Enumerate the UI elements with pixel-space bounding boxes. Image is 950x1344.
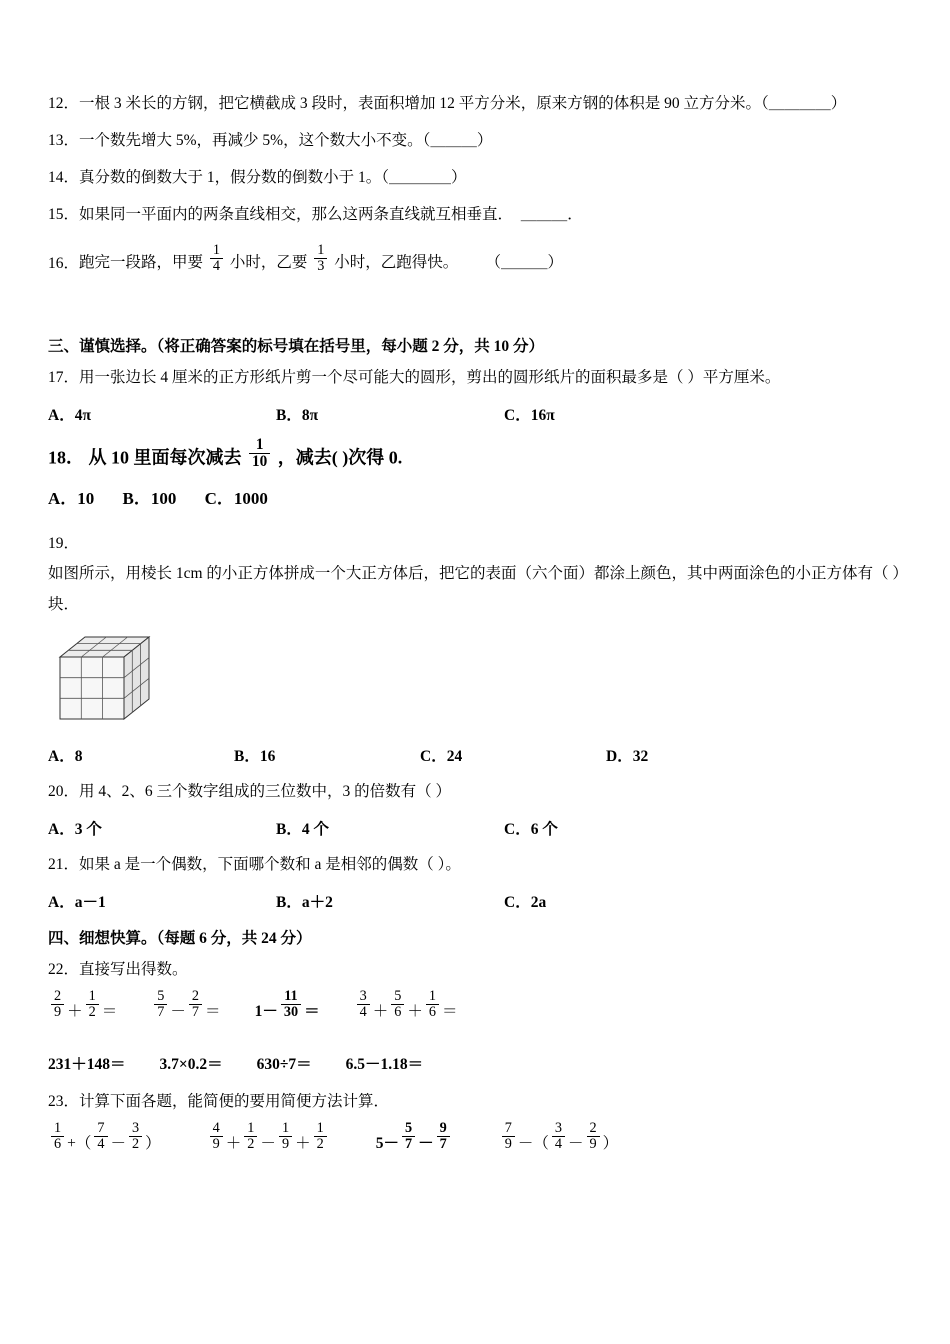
question-text: 如果 a 是一个偶数，下面哪个数和 a 是相邻的偶数（ ）。 bbox=[79, 855, 461, 873]
operator: ＋ bbox=[67, 1003, 83, 1021]
answer-blank[interactable]: ＿＿＿ bbox=[430, 132, 477, 150]
answer-blank[interactable]: ＿＿＿＿ bbox=[389, 169, 452, 187]
question-number: 19． bbox=[48, 535, 80, 553]
question-number: 13． bbox=[48, 132, 80, 150]
question-12 bbox=[48, 92, 908, 116]
page-content bbox=[48, 92, 908, 1174]
literal: －（ bbox=[517, 1135, 549, 1153]
fraction: $\frac{11}{30}$ bbox=[281, 989, 301, 1020]
option-a[interactable]: A．10 bbox=[48, 489, 95, 509]
literal: ） bbox=[602, 1135, 619, 1153]
expression-4 bbox=[354, 988, 458, 1026]
operator: － bbox=[418, 1135, 434, 1153]
operator: － bbox=[568, 1135, 584, 1153]
question-number: 17． bbox=[48, 369, 80, 386]
option-c[interactable]: C．1000 bbox=[204, 489, 268, 509]
question-number: 21． bbox=[48, 855, 80, 873]
question-text: 真分数的倒数大于 1，假分数的倒数小于 1。（＿＿＿＿） bbox=[79, 169, 467, 187]
fraction: $\frac{3}{4}$ bbox=[552, 1121, 565, 1152]
question-17 bbox=[48, 366, 908, 390]
question-20 bbox=[48, 780, 908, 804]
operator: － bbox=[170, 1003, 186, 1021]
option-d[interactable]: D．32 bbox=[606, 747, 649, 765]
question-number: 12． bbox=[48, 95, 80, 112]
operator: － bbox=[260, 1135, 276, 1153]
question-text: 一个数先增大 5%，再减少 5%，这个数大小不变。（＿＿＿） bbox=[79, 132, 493, 150]
expression-1 bbox=[48, 1120, 161, 1158]
section-heading-4: 四、细想快算。（每题 6 分，共 24 分） bbox=[48, 929, 312, 947]
question-number: 18． bbox=[48, 447, 84, 468]
fraction: $\frac{2}{7}$ bbox=[189, 989, 202, 1020]
question-15 bbox=[48, 203, 908, 227]
question-16 bbox=[48, 241, 908, 279]
fraction: $\frac{3}{4}$ bbox=[357, 989, 370, 1020]
question-text: 计算下面各题，能简便的要用简便方法计算． bbox=[79, 1092, 390, 1110]
question-19 bbox=[48, 529, 908, 620]
fraction: $\frac{9}{7}$ bbox=[437, 1121, 450, 1152]
expression-6: 3.7×0.2＝ bbox=[159, 1055, 223, 1073]
answer-blank[interactable]: ＿＿＿ bbox=[520, 206, 568, 224]
equals: ＝ bbox=[304, 1003, 320, 1021]
literal: 5－ bbox=[375, 1135, 399, 1153]
question-number: 22． bbox=[48, 960, 80, 978]
expression-8: 6.5－1.18＝ bbox=[345, 1055, 424, 1073]
question-22 bbox=[48, 958, 908, 982]
fraction: $\frac{1}{6}$ bbox=[51, 1121, 64, 1152]
question-number: 16． bbox=[48, 254, 80, 272]
expression-5: 231＋148＝ bbox=[48, 1055, 126, 1073]
question-21 bbox=[48, 853, 908, 877]
fraction: $\frac{2}{9}$ bbox=[587, 1121, 600, 1152]
option-c[interactable]: C．16π bbox=[504, 407, 555, 425]
question-14 bbox=[48, 166, 908, 190]
question-20-options bbox=[48, 817, 908, 839]
fraction: $\frac{7}{4}$ bbox=[94, 1121, 107, 1152]
fraction-one-quarter: $\frac{1}{4}$ bbox=[210, 243, 223, 274]
option-c[interactable]: C．24 bbox=[420, 747, 463, 765]
fraction: $\frac{1}{2}$ bbox=[314, 1121, 327, 1152]
question-text: 直接写出得数。 bbox=[79, 960, 188, 978]
option-a[interactable]: A．4π bbox=[48, 407, 91, 425]
question-18 bbox=[48, 435, 908, 476]
expression-3 bbox=[375, 1120, 453, 1158]
question-19-options bbox=[48, 744, 908, 766]
question-23-expressions bbox=[48, 1120, 908, 1158]
fraction: $\frac{4}{9}$ bbox=[210, 1121, 223, 1152]
expression-2 bbox=[151, 988, 221, 1026]
question-21-options bbox=[48, 890, 908, 912]
question-number: 20． bbox=[48, 782, 80, 800]
operator: ＋ bbox=[295, 1135, 311, 1153]
expression-2 bbox=[207, 1120, 330, 1158]
question-18-options bbox=[48, 484, 908, 509]
question-22-row-1 bbox=[48, 988, 908, 1026]
question-13 bbox=[48, 129, 908, 153]
fraction: $\frac{1}{2}$ bbox=[244, 1121, 257, 1152]
fraction: $\frac{5}{7}$ bbox=[402, 1121, 415, 1152]
literal: ） bbox=[145, 1135, 161, 1153]
question-number: 23． bbox=[48, 1092, 80, 1110]
question-text: 从 10 里面每次减去 bbox=[88, 447, 242, 468]
cube-figure bbox=[52, 633, 908, 730]
expression-4 bbox=[499, 1120, 619, 1158]
fraction: $\frac{1}{9}$ bbox=[279, 1121, 292, 1152]
answer-blank[interactable]: ＿＿＿ bbox=[500, 254, 548, 272]
option-a[interactable]: A．8 bbox=[48, 747, 83, 765]
fraction: $\frac{5}{7}$ bbox=[154, 989, 167, 1020]
option-a[interactable]: A．a－1 bbox=[48, 893, 106, 911]
question-text-suffix: ，减去( )次得 0. bbox=[277, 447, 403, 468]
fraction: $\frac{1}{6}$ bbox=[426, 989, 439, 1020]
option-b[interactable]: B．a＋2 bbox=[276, 893, 333, 911]
question-text: 一根 3 米长的方钢，把它横截成 3 段时，表面积增加 12 平方分米，原来方钢的体积是 90 立方分米。（＿＿＿＿） bbox=[79, 95, 847, 112]
literal: +（ bbox=[67, 1135, 92, 1153]
fraction: $\frac{1}{2}$ bbox=[86, 989, 99, 1020]
question-17-options bbox=[48, 403, 908, 425]
equals: ＝ bbox=[442, 1003, 458, 1021]
option-a[interactable]: A．3 个 bbox=[48, 820, 102, 838]
question-text: 如图所示，用棱长 1cm 的小正方体拼成一个大正方体后，把它的表面（六个面）都涂上颜色，其中两面涂色的小正方体有（ ）块． bbox=[48, 565, 908, 613]
operator: ＋ bbox=[225, 1135, 242, 1153]
option-b[interactable]: B．16 bbox=[234, 747, 276, 765]
operator: － bbox=[110, 1135, 127, 1153]
question-text: 用 4、2、6 三个数字组成的三位数中，3 的倍数有（ ） bbox=[79, 782, 452, 800]
fraction-one-tenth: $\frac{1}{10}$ bbox=[249, 437, 270, 470]
fraction: $\frac{7}{9}$ bbox=[502, 1121, 515, 1152]
expression-1 bbox=[48, 988, 118, 1026]
section-heading-3: 三、谨慎选择。（将正确答案的标号填在括号里，每小题 2 分，共 10 分） bbox=[48, 338, 545, 355]
option-b[interactable]: B．8π bbox=[276, 407, 319, 425]
question-23 bbox=[48, 1090, 908, 1114]
fraction: $\frac{3}{2}$ bbox=[129, 1121, 142, 1152]
option-c[interactable]: C．6 个 bbox=[504, 820, 558, 838]
question-22-row-2 bbox=[48, 1052, 908, 1074]
cube-3x3-icon bbox=[52, 633, 157, 725]
option-b[interactable]: B．100 bbox=[122, 489, 177, 509]
fraction: $\frac{2}{9}$ bbox=[51, 989, 64, 1020]
option-b[interactable]: B．4 个 bbox=[276, 820, 329, 838]
equals: ＝ bbox=[205, 1003, 221, 1021]
question-text: 用一张边长 4 厘米的正方形纸片剪一个尽可能大的圆形，剪出的圆形纸片的面积最多是（ ）平方厘米。 bbox=[79, 369, 781, 386]
question-number: 14． bbox=[48, 169, 80, 187]
literal: 1－ bbox=[254, 1003, 278, 1021]
operator: ＋ bbox=[372, 1003, 389, 1021]
expression-3 bbox=[254, 988, 320, 1026]
question-text: 跑完一段路，甲要 $\frac{1}{4}$ 小时，乙要 $\frac{1}{3}$ 小时，乙跑得快。 （＿＿＿） bbox=[79, 241, 563, 274]
option-c[interactable]: C．2a bbox=[504, 893, 547, 911]
equals: ＝ bbox=[101, 1003, 118, 1021]
question-number: 15． bbox=[48, 206, 80, 224]
answer-blank[interactable]: ＿＿＿＿ bbox=[768, 95, 831, 112]
fraction-one-third: $\frac{1}{3}$ bbox=[314, 243, 327, 274]
fraction: $\frac{5}{6}$ bbox=[391, 989, 404, 1020]
expression-7: 630÷7＝ bbox=[256, 1055, 312, 1073]
operator: ＋ bbox=[407, 1003, 423, 1021]
question-text: 如果同一平面内的两条直线相交，那么这两条直线就互相垂直． ＿＿＿． bbox=[79, 206, 583, 224]
